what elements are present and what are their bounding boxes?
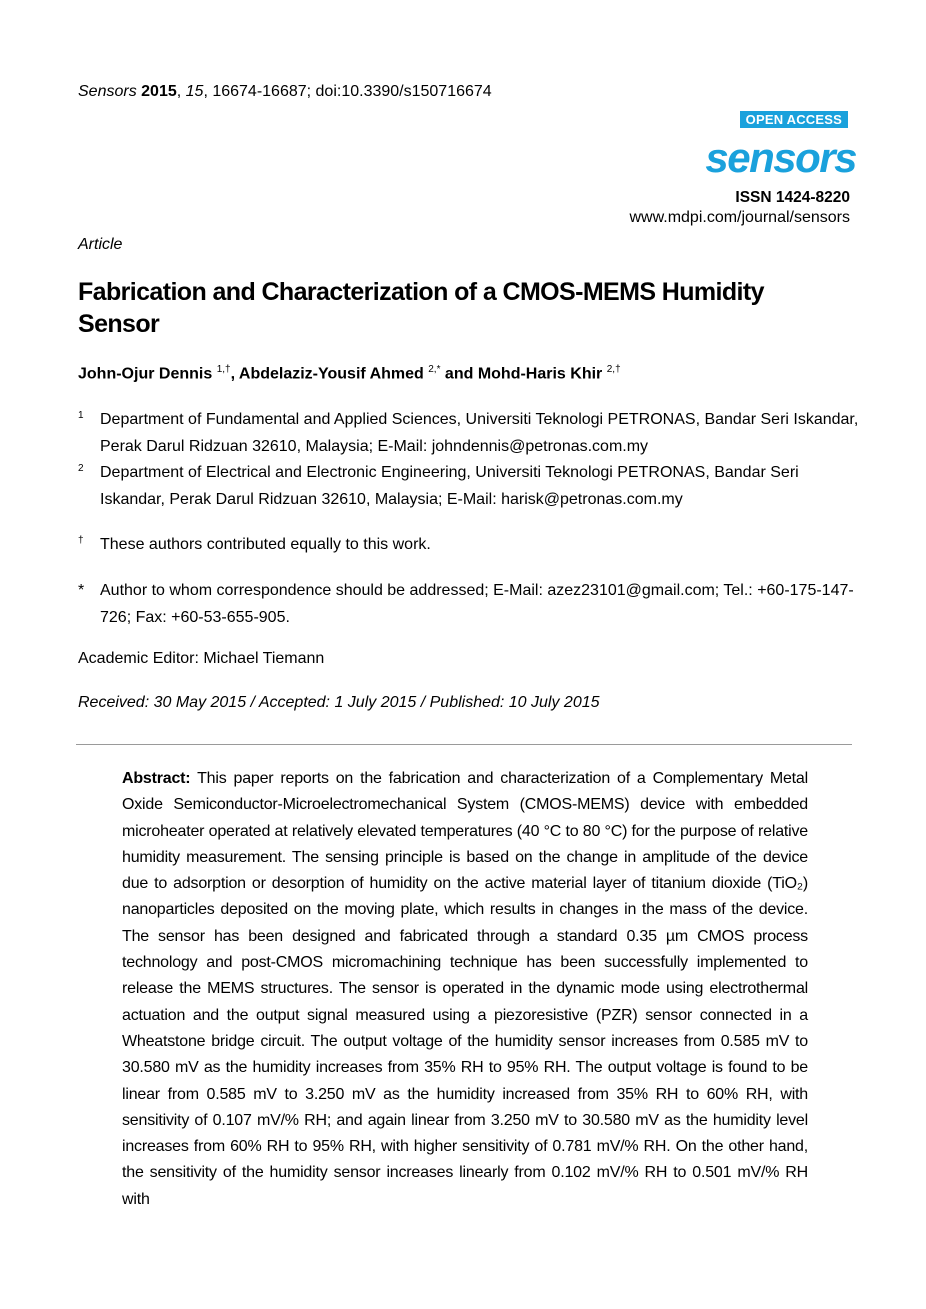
citation-pages-doi[interactable]: , 16674-16687; doi:10.3390/s150716674 [203,83,492,100]
publication-dates: Received: 30 May 2015 / Accepted: 1 July 2015 / Published: 10 July 2015 [78,694,600,711]
abstract-label: Abstract: [122,770,191,787]
equal-contribution-note [78,531,868,558]
citation-line: Sensors 2015, 15, 16674-16687; doi:10.3390/s150716674 [78,83,492,100]
academic-editor: Academic Editor: Michael Tiemann [78,650,325,667]
affiliation-text: Department of Fundamental and Applied Sciences, Universiti Teknologi PETRONAS, Bandar Seri Iskandar, Perak Darul Ridzuan 32610, Malaysia; E-Mail: johndennis@petronas.com.my [100,411,859,455]
article-title: Fabrication and Characterization of a CMOS-MEMS Humidity Sensor [78,278,764,338]
note-text: These authors contributed equally to this work. [100,536,431,553]
note-text: Author to whom correspondence should be addressed; E-Mail: azez23101@gmail.com; Tel.: +60-175-147-726; Fax: +60-53-655-905. [100,582,854,626]
note-mark: † [78,535,84,546]
issn: ISSN 1424-8220 [735,189,850,206]
citation-year: 2015 [141,83,177,100]
affiliation-mark: 1 [78,410,84,421]
journal-logo: sensors [705,134,856,181]
journal-url[interactable]: www.mdpi.com/journal/sensors [629,209,850,226]
section-divider [76,744,852,745]
author-name: Mohd-Haris Khir [477,365,603,383]
author-list: John-Ojur Dennis $^{1,\dagger}$, Abdelaziz-Yousif Ahmed $^{2,*}$ and Mohd-Haris Khir $^{2,\dagger}$ [78,364,621,383]
journal-name: Sensors [78,83,137,100]
author-name: Abdelaziz-Yousif Ahmed [238,365,424,383]
article-type: Article [78,236,123,253]
author-affiliation-mark: 1,† [216,364,231,375]
note-mark: * [78,582,85,599]
author-affiliation-mark: 2,* [428,364,441,375]
abstract [122,766,808,1213]
affiliation-mark: 2 [78,463,84,474]
affiliation-1 [78,406,868,460]
affiliation-text: Department of Electrical and Electronic Engineering, Universiti Teknologi PETRONAS, Bandar Seri Iskandar, Perak Darul Ridzuan 32610, Malaysia; E-Mail: harisk@petronas.com.my [100,464,799,508]
author-affiliation-mark: 2,† [606,364,621,375]
citation-volume: 15 [185,83,204,100]
author-name: John-Ojur Dennis [78,365,213,383]
abstract-text: This paper reports on the fabrication and characterization of a Complementary Metal Oxide Semiconductor-Microelectromechanical System (CMOS-MEMS) device with embedded microheater operated at relatively elevated temperatures (40 °C to 80 °C) for the purpose of relative humidity measurement. The sensing principle is based on the change in amplitude of the device due to adsorption or desorption of humidity on the active material layer of titanium dioxide (TiO₂) nanoparticles deposited on the moving plate, which results in changes in the mass of the device. The sensor has been designed and fabricated through a standard 0.35 µm CMOS process technology and post-CMOS micromachining technique has been successfully implemented to release the MEMS structures. The sensor is operated in the dynamic mode using electrothermal actuation and the output signal measured using a piezoresistive (PZR) sensor connected in a Wheatstone bridge circuit. The output voltage of the humidity sensor increases from 0.585 mV to 30.580 mV as the humidity increases from 35% RH to 95% RH. The output voltage is found to be linear from 0.585 mV to 3.250 mV as the humidity increased from 35% RH to 60% RH, with sensitivity of 0.107 mV/% RH; and again linear from 3.250 mV to 30.580 mV as the humidity level increases from 60% RH to 95% RH, with higher sensitivity of 0.781 mV/% RH. On the other hand, the sensitivity of the humidity sensor increases linearly from 0.102 mV/% RH to 0.501 mV/% RH with [122,770,808,1208]
correspondence-note [78,577,868,631]
open-access-badge: OPEN ACCESS [740,111,848,128]
affiliation-2 [78,459,868,513]
